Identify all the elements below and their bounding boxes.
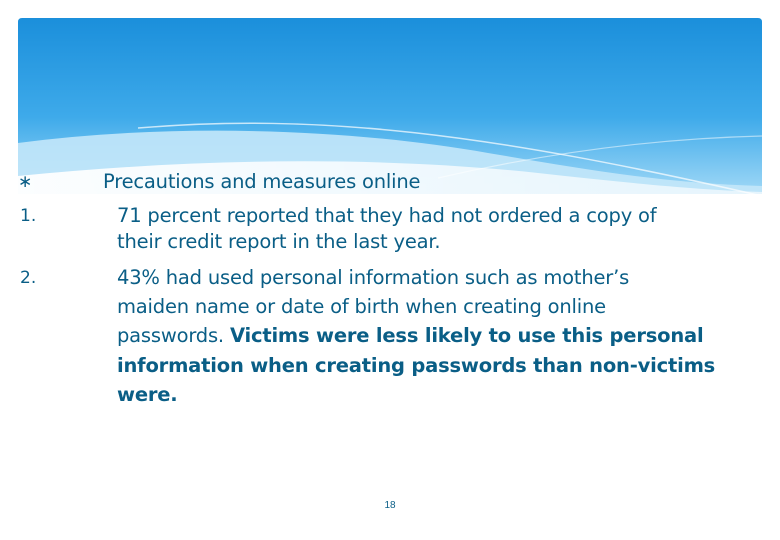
list-item-2-line-3-normal: passwords.: [117, 324, 230, 347]
bullet-text: Precautions and measures online: [103, 170, 421, 193]
list-item-2-line-3-bold: Victims were less likely to use this personal: [229, 324, 704, 347]
list-item-2-line-3: [117, 324, 703, 347]
bullet-marker: ∗: [18, 172, 33, 192]
list-marker-2: 2.: [20, 268, 37, 288]
list-item-2-line-4: information when creating passwords than non-victims: [117, 354, 716, 377]
list-item-2-line-1: 43% had used personal information such as mother’s: [117, 266, 630, 289]
list-item-2-line-5: were.: [117, 383, 178, 406]
list-item-2-line-2: maiden name or date of birth when creating online: [117, 295, 606, 318]
list-item-1-line-2: their credit report in the last year.: [117, 230, 441, 253]
page-number: 18: [384, 500, 396, 511]
list-item-1-line-1: 71 percent reported that they had not ordered a copy of: [117, 204, 657, 227]
list-marker-1: 1.: [20, 206, 37, 226]
